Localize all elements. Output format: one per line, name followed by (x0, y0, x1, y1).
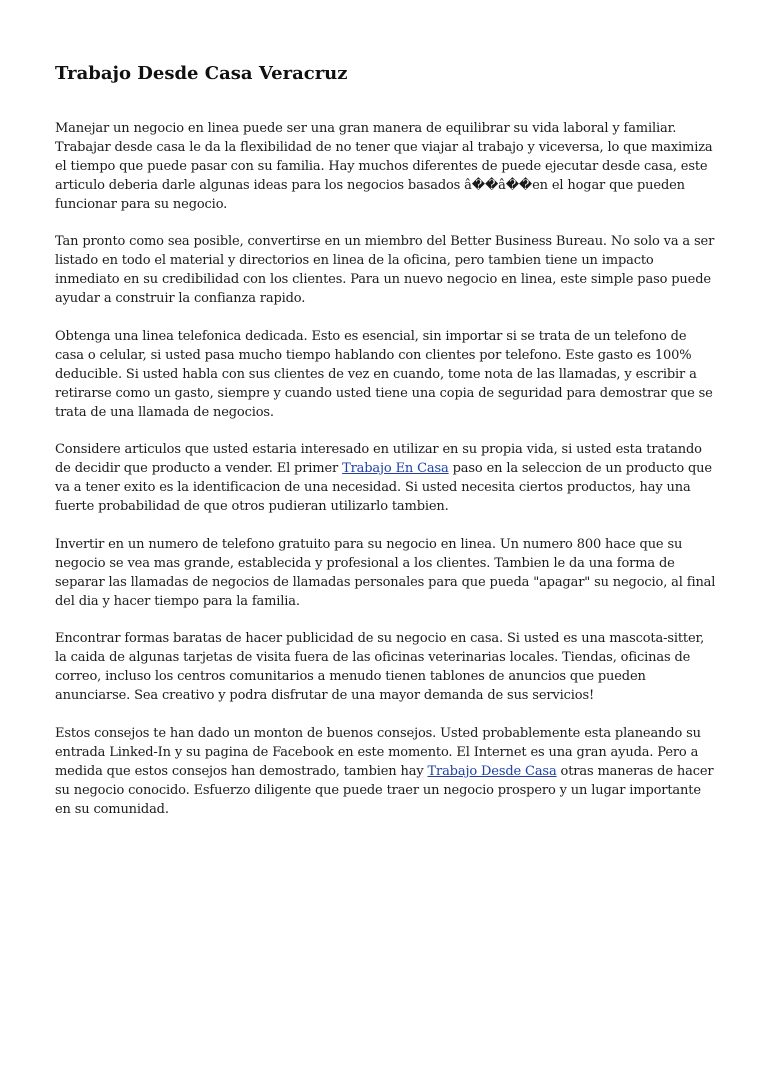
paragraph-toll-free: Invertir en un numero de telefono gratuito para su negocio en linea. Un numero 800 hace que su negocio se vea mas grande, establecida y profesional a los clientes. Tambien le da una forma de separar las llamadas de negocios de llamadas personales para que pueda "apagar" su negocio, al final del dia y hacer tiempo para la familia. (55, 536, 716, 609)
paragraph-conclusion-text-before: Estos consejos te han dado un monton de buenos consejos. Usted probablemente esta planeando su entrada Linked-In y su pagina de Facebook en este momento. El Internet es una gran ayuda. Pero a medida que estos consejos han demostrado, tambien hay (55, 725, 701, 779)
document-page (55, 62, 717, 838)
trabajo-desde-casa-link[interactable]: Trabajo Desde Casa (427, 763, 557, 779)
paragraph-better-business-bureau: Tan pronto como sea posible, convertirse en un miembro del Better Business Bureau. No solo va a ser listado en todo el material y directorios en linea de la oficina, pero tambien tiene un impacto inmediato en su credibilidad con los clientes. Para un nuevo negocio en linea, este simple paso puede ayudar a construir la confianza rapido. (55, 234, 715, 307)
paragraph-advertising: Encontrar formas baratas de hacer publicidad de su negocio en casa. Si usted es una mascota-sitter, la caida de algunas tarjetas de visita fuera de las oficinas veterinarias locales. Tiendas, oficinas de correo, incluso los centros comunitarios a menudo tienen tablones de anuncios que pueden anunciarse. Sea creativo y podra disfrutar de una mayor demanda de sus servicios! (55, 631, 705, 704)
document-title: Trabajo Desde Casa Veracruz (55, 63, 348, 84)
paragraph-conclusion (55, 725, 717, 820)
paragraph-intro: Manejar un negocio en linea puede ser una gran manera de equilibrar su vida laboral y familiar. Trabajar desde casa le da la flexibilidad de no tener que viajar al trabajo y viceversa, lo que maximiza el tiempo que puede pasar con su familia. Hay muchos diferentes de puede ejecutar desde casa, este articulo deberia darle algunas ideas para los negocios basados â��â��en el hogar que pueden funcionar para su negocio. (55, 121, 713, 212)
paragraph-products-text-after: paso en la seleccion de un producto que va a tener exito es la identificacion de una necesidad. Si usted necesita ciertos productos, hay una fuerte probabilidad de que otros pudieran utilizarlo tambien. (55, 461, 712, 515)
paragraph-phone-line: Obtenga una linea telefonica dedicada. Esto es esencial, sin importar si se trata de un telefono de casa o celular, si usted pasa mucho tiempo hablando con clientes por telefono. Este gasto es 100% deducible. Si usted habla con sus clientes de vez en cuando, tome nota de las llamadas, y escribir a retirarse como un gasto, siempre y cuando usted tiene una copia de seguridad para demostrar que se trata de una llamada de negocios. (55, 328, 713, 420)
trabajo-en-casa-link[interactable]: Trabajo En Casa (342, 461, 449, 477)
paragraph-conclusion-text-after: otras maneras de hacer su negocio conocido. Esfuerzo diligente que puede traer un negocio prospero y un lugar importante en su comunidad. (55, 763, 714, 817)
paragraph-products-text-before: Considere articulos que usted estaria interesado en utilizar en su propia vida, si usted esta tratando de decidir que producto a vender. El primer (55, 442, 702, 477)
paragraph-products (55, 441, 717, 517)
